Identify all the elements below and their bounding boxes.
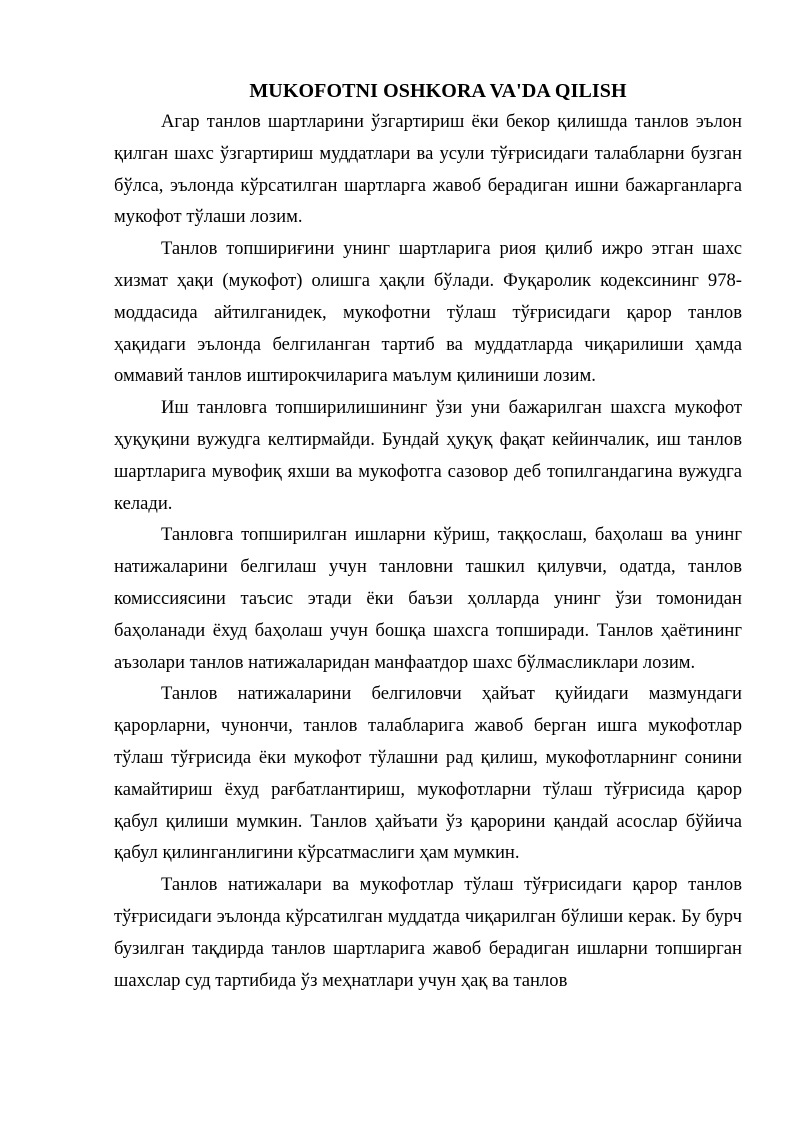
document-title: MUKOFOTNI OSHKORA VA'DA QILISH bbox=[249, 80, 627, 102]
paragraph-3: Иш танловга топширилишининг ўзи уни бажарилган шахсга мукофот ҳуқуқини вужудга келтирмайди. Бундай ҳуқуқ фақат кейинчалик, иш танлов шартларига мувофиқ яхши ва мукофотга сазовор деб топилгандагина вужудга келади. bbox=[114, 397, 742, 514]
paragraph-2: Танлов топшириғини унинг шартларига риоя қилиб ижро этган шахс хизмат ҳақи (мукофот) олишга ҳақли бўлади. Фуқаролик кодексининг 978-моддасида айтилганидек, мукофотни тўлаш тўғрисидаги қарор танлов ҳақидаги эълонда белгиланган тартиб ва муддатларда чиқарилиши ҳамда оммавий танлов иштирокчиларига маълум қилиниши лозим. bbox=[114, 238, 742, 387]
paragraph-4: Танловга топширилган ишларни кўриш, таққослаш, баҳолаш ва унинг натижаларини белгилаш учун танловни ташкил қилувчи, одатда, танлов комиссиясини таъсис этади ёки баъзи ҳолларда унинг ўзи томонидан баҳоланади ёхуд баҳолаш учун бошқа шахсга топширади. Танлов ҳаётининг аъзолари танлов натижаларидан манфаатдор шахс бўлмасликлари лозим. bbox=[114, 524, 742, 673]
paragraph-6: Танлов натижалари ва мукофотлар тўлаш тўғрисидаги қарор танлов тўғрисидаги эълонда кўрсатилган муддатда чиқарилган бўлиши керак. Бу бурч бузилган тақдирда танлов шартларига жавоб берадиган ишларни топширган шахслар суд тартибида ўз меҳнатлари учун ҳақ ва танлов bbox=[114, 874, 742, 991]
paragraph-1: Агар танлов шартларини ўзгартириш ёки бекор қилишда танлов эълон қилган шахс ўзгартириш муддатлари ва усули тўғрисидаги талабларни бузган бўлса, эълонда кўрсатилган шартларга жавоб берадиган ишни бажарганларга мукофот тўлаши лозим. bbox=[114, 111, 742, 228]
paragraph-5: Танлов натижаларини белгиловчи ҳайъат қуйидаги мазмундаги қарорларни, чунончи, танлов талабларига жавоб берган ишга мукофотлар тўлаш тўғрисида ёки мукофот тўлашни рад қилиш, мукофотларнинг сонини камайтириш ёхуд рағбатлантириш, мукофотларни тўлаш тўғрисида қарор қабул қилиши мумкин. Танлов ҳайъати ўз қарорини қандай асослар бўйича қабул қилинганлигини кўрсатмаслиги ҳам мумкин. bbox=[114, 683, 742, 864]
document-page bbox=[114, 76, 742, 996]
